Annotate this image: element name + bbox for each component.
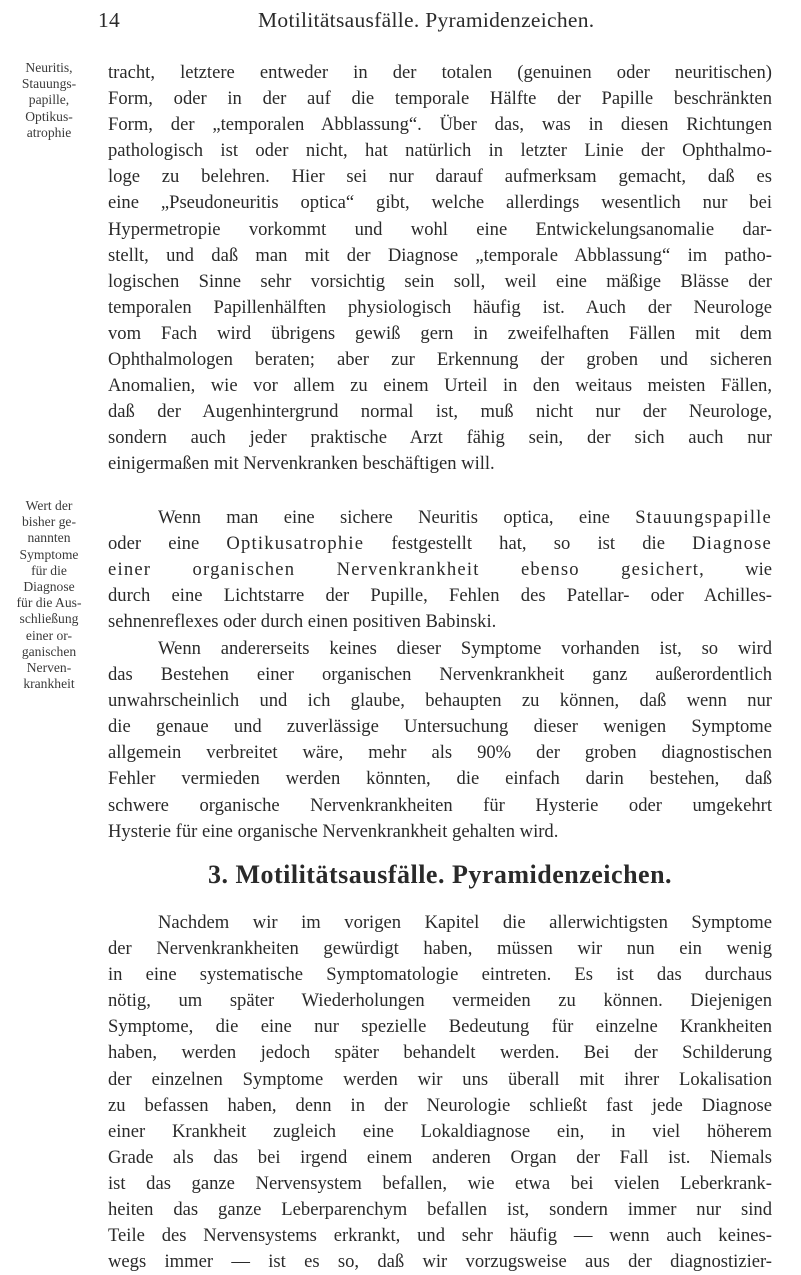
margin-note-line: einer or- [25, 627, 73, 643]
paragraph-1 [108, 60, 772, 478]
margin-note-line: für die [31, 562, 67, 578]
text-line [108, 531, 772, 557]
margin-note-line: Neuritis, [25, 60, 73, 75]
text-line: Wenn andererseits keines dieser Symptome vorhanden ist, so wird [158, 638, 772, 659]
margin-note-wert-der-symptome [2, 498, 96, 692]
text-line: der Nervenkrankheiten gewürdigt haben, müssen wir nun ein wenig [108, 938, 772, 960]
text-line: Nachdem wir im vorigen Kapitel die allerwichtigsten Symptome [158, 912, 772, 933]
margin-note-neuritis [2, 60, 96, 141]
text-line: allgemein verbreitet wäre, mehr als 90% der groben diagnostischen [108, 742, 772, 764]
margin-note-line: atrophie [26, 124, 72, 140]
text-line: in eine systematische Symptomatologie eintreten. Es ist das durchaus [108, 964, 772, 986]
text-line: sondern auch jeder praktische Arzt fähig sein, der sich auch nur [108, 427, 772, 449]
text-line: ist das ganze Nervensystem befallen, wie etwa bei vielen Leberkrank- [108, 1172, 772, 1194]
text-line: temporalen Papillenhälften physiologisch häufig ist. Auch der Neurologe [108, 296, 772, 318]
margin-note-line: Diagnose [23, 579, 75, 595]
text-line: Teile des Nervensystems erkrankt, und sehr häufig — wenn auch keines- [108, 1225, 772, 1247]
text-line: einer Krankheit zugleich eine Lokaldiagnose ein, in viel höherem [108, 1120, 772, 1142]
text-line: das Bestehen einer organischen Nervenkrankheit ganz außerordentlich [108, 664, 772, 686]
margin-note-line: ganischen [21, 643, 77, 659]
text-line: zu befassen haben, denn in der Neurologie schließt fast jede Diagnose [108, 1094, 772, 1116]
text-line: wegs immer — ist es so, daß wir vorzugsweise aus der diagnostizier- [108, 1251, 772, 1273]
text-line: vom Fach wird übrigens gewiß gern in zweifelhaften Fällen mit dem [108, 322, 772, 344]
text-line: Anomalien, wie vor allem zu einem Urteil in den weitaus meisten Fällen, [108, 375, 772, 397]
paragraph-3 [108, 636, 772, 845]
paragraph-4 [108, 910, 772, 1275]
text-line: Form, oder in der auf die temporale Hälfte der Papille beschränkten [108, 88, 772, 110]
emphasis-optikusatrophie: Optikusatrophie [226, 533, 365, 555]
text-run: oder eine [108, 533, 227, 555]
text-line: Hypermetropie vorkommt und wohl eine Entwickelungsanomalie dar- [108, 218, 772, 240]
text-line: pathologisch ist oder nicht, hat natürlich in letzter Linie der Ophthalmo- [108, 140, 772, 162]
text-line: sehnenreflexes oder durch einen positiven Babinski. [108, 611, 497, 633]
margin-note-line: schließung [19, 611, 79, 627]
margin-note-line: papille, [28, 92, 70, 108]
text-line: die genaue und zuverlässige Untersuchung dieser wenigen Symptome [108, 716, 772, 738]
text-line: haben, werden jedoch später behandelt werden. Bei der Schilderung [108, 1042, 772, 1064]
text-line: loge zu belehren. Hier sei nur darauf aufmerksam gemacht, daß es [108, 166, 772, 188]
emphasis-diagnose: Diagnose [692, 533, 772, 555]
running-head [0, 4, 801, 40]
margin-note-line: Optikus- [25, 108, 73, 124]
margin-note-line: für die Aus- [16, 595, 82, 611]
margin-note-line: Wert der [25, 498, 73, 513]
running-title: Motilitätsausfälle. Pyramidenzeichen. [258, 8, 595, 32]
page-number: 14 [98, 8, 121, 32]
text-line: eine „Pseudoneuritis optica“ gibt, welche allerdings wesentlich nur bei [108, 192, 772, 214]
text-run: festgestellt hat, so ist die [364, 533, 693, 555]
margin-note-line: Symptome [19, 546, 79, 562]
margin-note-line: Nerven- [26, 660, 72, 676]
text-line: schwere organische Nervenkrankheiten für Hysterie oder umgekehrt [108, 794, 772, 816]
text-run: wie [704, 559, 772, 581]
emphasis-stauungspapille: Stauungspapille [635, 507, 772, 528]
text-line: durch eine Lichtstarre der Pupille, Fehlen des Patellar- oder Achilles- [108, 585, 772, 607]
emphasis-organische-nervenkrankheit: einer organischen Nervenkrankheit ebenso gesichert, [108, 559, 705, 581]
paragraph-2 [108, 505, 772, 635]
margin-note-line: krankheit [23, 676, 75, 692]
margin-note-line: nannten [27, 530, 71, 546]
text-line: Hysterie für eine organische Nervenkrankheit gehalten wird. [108, 820, 559, 842]
text-line [108, 505, 772, 531]
text-line: einigermaßen mit Nervenkranken beschäftigen will. [108, 453, 495, 475]
text-line [108, 557, 772, 583]
text-run: Wenn man eine sichere Neuritis optica, eine [158, 507, 636, 528]
text-line: Ophthalmologen beraten; aber zur Erkennung der groben und sicheren [108, 349, 772, 371]
margin-note-line: Stauungs- [21, 76, 77, 92]
section-heading: 3. Motilitätsausfälle. Pyramidenzeichen. [207, 860, 673, 889]
text-line: nötig, um später Wiederholungen vermeiden zu können. Diejenigen [108, 990, 772, 1012]
text-line: heiten das ganze Leberparenchym befallen ist, sondern immer nur sind [108, 1199, 772, 1221]
text-line: stellt, und daß man mit der Diagnose „temporale Abblassung“ im patho- [108, 244, 772, 266]
text-line: Grade als das bei irgend einem anderen Organ der Fall ist. Niemals [108, 1146, 772, 1168]
text-line: Symptome, die eine nur spezielle Bedeutung für einzelne Krankheiten [108, 1016, 772, 1038]
text-line: unwahrscheinlich und ich glaube, behaupten zu können, daß wenn nur [108, 690, 772, 712]
text-line: logischen Sinne sehr vorsichtig sein soll, weil eine mäßige Blässe der [108, 270, 772, 292]
text-line: tracht, letztere entweder in der totalen (genuinen oder neuritischen) [108, 62, 772, 83]
text-line: daß der Augenhintergrund normal ist, muß nicht nur der Neurologe, [108, 401, 772, 423]
text-line: Fehler vermieden werden könnten, die einfach darin bestehen, daß [108, 768, 772, 790]
text-line: Form, der „temporalen Abblassung“. Über das, was in diesen Richtungen [108, 114, 772, 136]
text-line: der einzelnen Symptome werden wir uns überall mit ihrer Lokalisation [108, 1068, 772, 1090]
margin-note-line: bisher ge- [22, 514, 76, 530]
